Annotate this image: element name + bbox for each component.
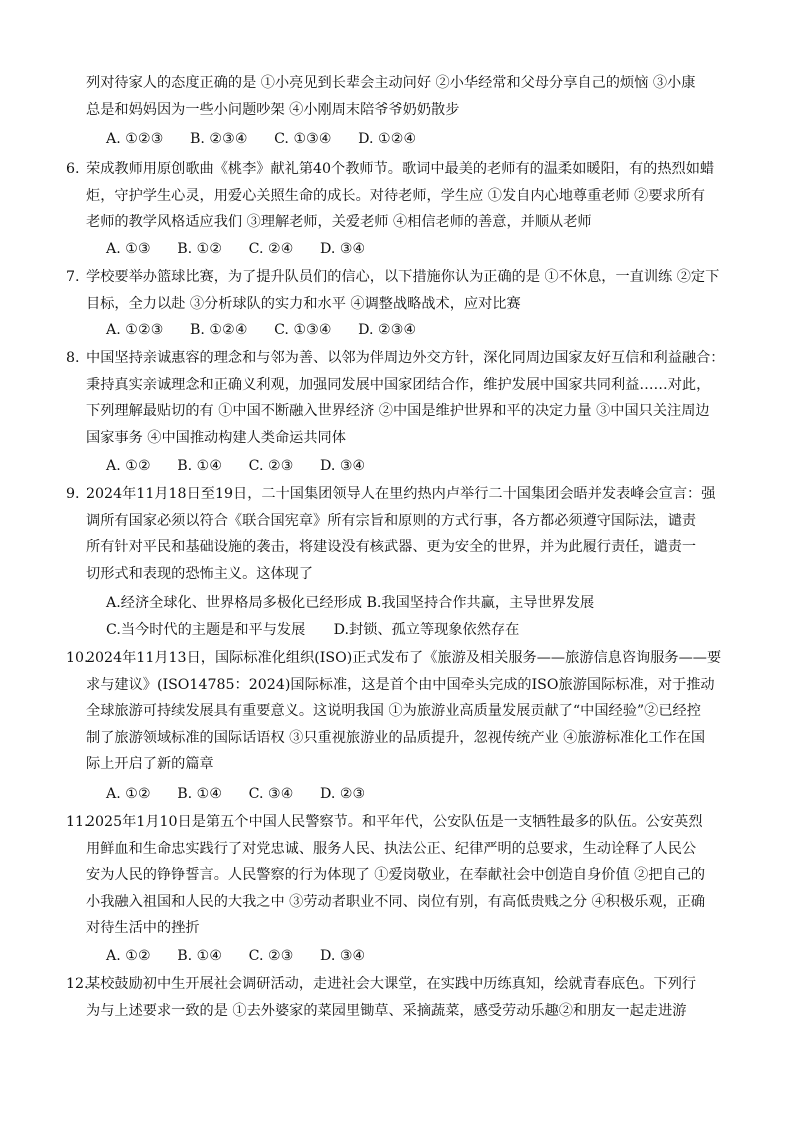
question-11 [66, 809, 726, 942]
option-d: D. ①②④ [358, 131, 417, 147]
question-number: 8. [66, 350, 80, 366]
option-b: B. ①② [177, 241, 223, 257]
question-10-options [106, 781, 387, 808]
option-c: C. ①③④ [274, 322, 332, 338]
option-a: A. ①② [106, 948, 151, 964]
question-line: 安为人民的铮铮誓言。人民警察的行为体现了 ①爱岗敬业，在奉献社会中创造自身价值 ②把自己的 [86, 867, 706, 883]
option-a: A. ①②③ [106, 322, 164, 338]
question-line: 际上开启了新的篇章 [86, 756, 214, 772]
question-5-options [106, 126, 438, 153]
question-line: 列对待家人的态度正确的是 ①小亮见到长辈会主动问好 ②小华经常和父母分享自己的烦恼 ③小康 [86, 75, 696, 91]
question-5 [86, 70, 726, 123]
question-line: 调所有国家必须以符合《联合国宪章》所有宗旨和原则的方式行事，各方都必须遵守国际法，谴责 [86, 512, 697, 529]
question-line: 小我融入祖国和人民的大我之中 ③劳动者职业不同、岗位有别，有高低贵贱之分 ④积极乐观，正确 [86, 893, 706, 910]
option-b: B. ①④ [177, 786, 223, 802]
question-12 [66, 971, 726, 1024]
question-line: 秉持真实亲诚理念和正确义利观，加强同发展中国家团结合作，维护发展中国家共同利益……对此， [86, 376, 711, 393]
question-8-options [106, 453, 387, 480]
question-number: 11. [66, 814, 89, 830]
question-11-options [106, 943, 387, 970]
option-c: C. ②④ [248, 241, 294, 257]
question-9 [66, 481, 726, 587]
option-a: A. ①② [106, 458, 151, 474]
question-7 [66, 264, 726, 317]
option-c: C. ③④ [248, 786, 294, 802]
question-line: 12.某校鼓励初中生开展社会调研活动，走进社会大课堂，在实践中历练真知，绘就青春底色。下列行 [86, 971, 726, 998]
option-d: D. ③④ [319, 458, 366, 474]
question-line: 全球旅游可持续发展具有重要意义。这说明我国 ①为旅游业高质量发展贡献了“中国经验”②已经控 [86, 703, 701, 719]
option-b: B. ①②④ [189, 322, 248, 338]
question-line: 切形式和表现的恐怖主义。这体现了 [86, 565, 314, 582]
option-a: A. ①③ [106, 241, 151, 257]
question-7-options [106, 317, 438, 344]
question-8 [66, 345, 726, 451]
question-line: 6. 荣成教师用原创歌曲《桃李》献礼第40个教师节。歌词中最美的老师有的温柔如暖阳，有的热烈如蜡 [86, 156, 726, 183]
question-6 [66, 156, 726, 236]
option-b: B. ①④ [177, 948, 223, 964]
question-number: 6. [66, 161, 80, 177]
question-number: 10. [66, 650, 89, 666]
question-line: 对待生活中的挫折 [86, 920, 200, 936]
option-a: A. ①② [106, 786, 151, 802]
question-number: 12. [66, 976, 89, 992]
question-10 [66, 645, 726, 778]
question-line: 9. 2024年11月18日至19日，二十国集团领导人在里约热内卢举行二十国集团会晤并发表峰会宣言：强 [86, 481, 726, 508]
question-line: 炬，守护学生心灵，用爱心关照生命的成长。对待老师，学生应 ①发自内心地尊重老师 ②要求所有 [86, 187, 706, 204]
option-c: C. ②③ [248, 458, 294, 474]
option-b: B. ②③④ [189, 131, 248, 147]
option-d: D. ③④ [319, 948, 366, 964]
question-9-options-row2: C.当今时代的主题是和平与发展 D.封锁、孤立等现象依然存在 [106, 622, 520, 638]
question-line: 所有针对平民和基础设施的袭击，将建设没有核武器、更为安全的世界，并为此履行责任，谴责一 [86, 539, 697, 555]
question-6-options [106, 236, 387, 263]
question-line: 制了旅游领域标准的国际话语权 ③只重视旅游业的品质提升，忽视传统产业 ④旅游标准化工作在国 [86, 729, 706, 746]
option-b: B. ①④ [177, 458, 223, 474]
option-c: C. ②③ [248, 948, 294, 964]
option-d: D. ③④ [319, 241, 366, 257]
question-line: 国家事务 ④中国推动构建人类命运共同体 [86, 429, 346, 446]
question-number: 7. [66, 269, 80, 285]
question-line: 下列理解最贴切的有 ①中国不断融入世界经济 ②中国是维护世界和平的决定力量 ③中国只关注周边 [86, 403, 710, 419]
question-line: 11.2025年1月10日是第五个中国人民警察节。和平年代，公安队伍是一支牺牲最多的队伍。公安英烈 [86, 809, 726, 836]
question-line: 总是和妈妈因为一些小问题吵架 ④小刚周末陪爷爷奶奶散步 [86, 101, 460, 118]
question-9-options-row1: A.经济全球化、世界格局多极化已经形成 B.我国坚持合作共赢，主导世界发展 [106, 595, 595, 611]
option-d: D. ②③④ [358, 322, 417, 338]
option-c: C. ①③④ [274, 131, 332, 147]
question-line: 目标，全力以赴 ③分析球队的实力和水平 ④调整战略战术，应对比赛 [86, 295, 521, 312]
question-number: 9. [66, 486, 80, 502]
question-line: 8. 中国坚持亲诚惠容的理念和与邻为善、以邻为伴周边外交方针，深化同周边国家友好互信和利益融合： [86, 345, 726, 372]
question-line: 用鲜血和生命忠实践行了对党忠诚、服务人民、执法公正、纪律严明的总要求，生动诠释了人民公 [86, 840, 697, 857]
question-line: 为与上述要求一致的是 ①去外婆家的菜园里锄草、采摘蔬菜，感受劳动乐趣②和朋友一起走进游 [86, 1002, 687, 1019]
question-line: 求与建议》(ISO14785：2024)国际标准，这是首个由中国牵头完成的ISO旅游国际标准，对于推动 [86, 676, 715, 693]
option-d: D. ②③ [319, 786, 366, 802]
option-a: A. ①②③ [106, 131, 164, 147]
question-line: 10.2024年11月13日，国际标准化组织(ISO)正式发布了《旅游及相关服务——旅游信息咨询服务——要 [86, 645, 726, 672]
question-line: 7. 学校要举办篮球比赛，为了提升队员们的信心，以下措施你认为正确的是 ①不休息，一直训练 ②定下 [86, 264, 726, 291]
question-line: 老师的教学风格适应我们 ③理解老师，关爱老师 ④相信老师的善意，并顺从老师 [86, 214, 592, 230]
